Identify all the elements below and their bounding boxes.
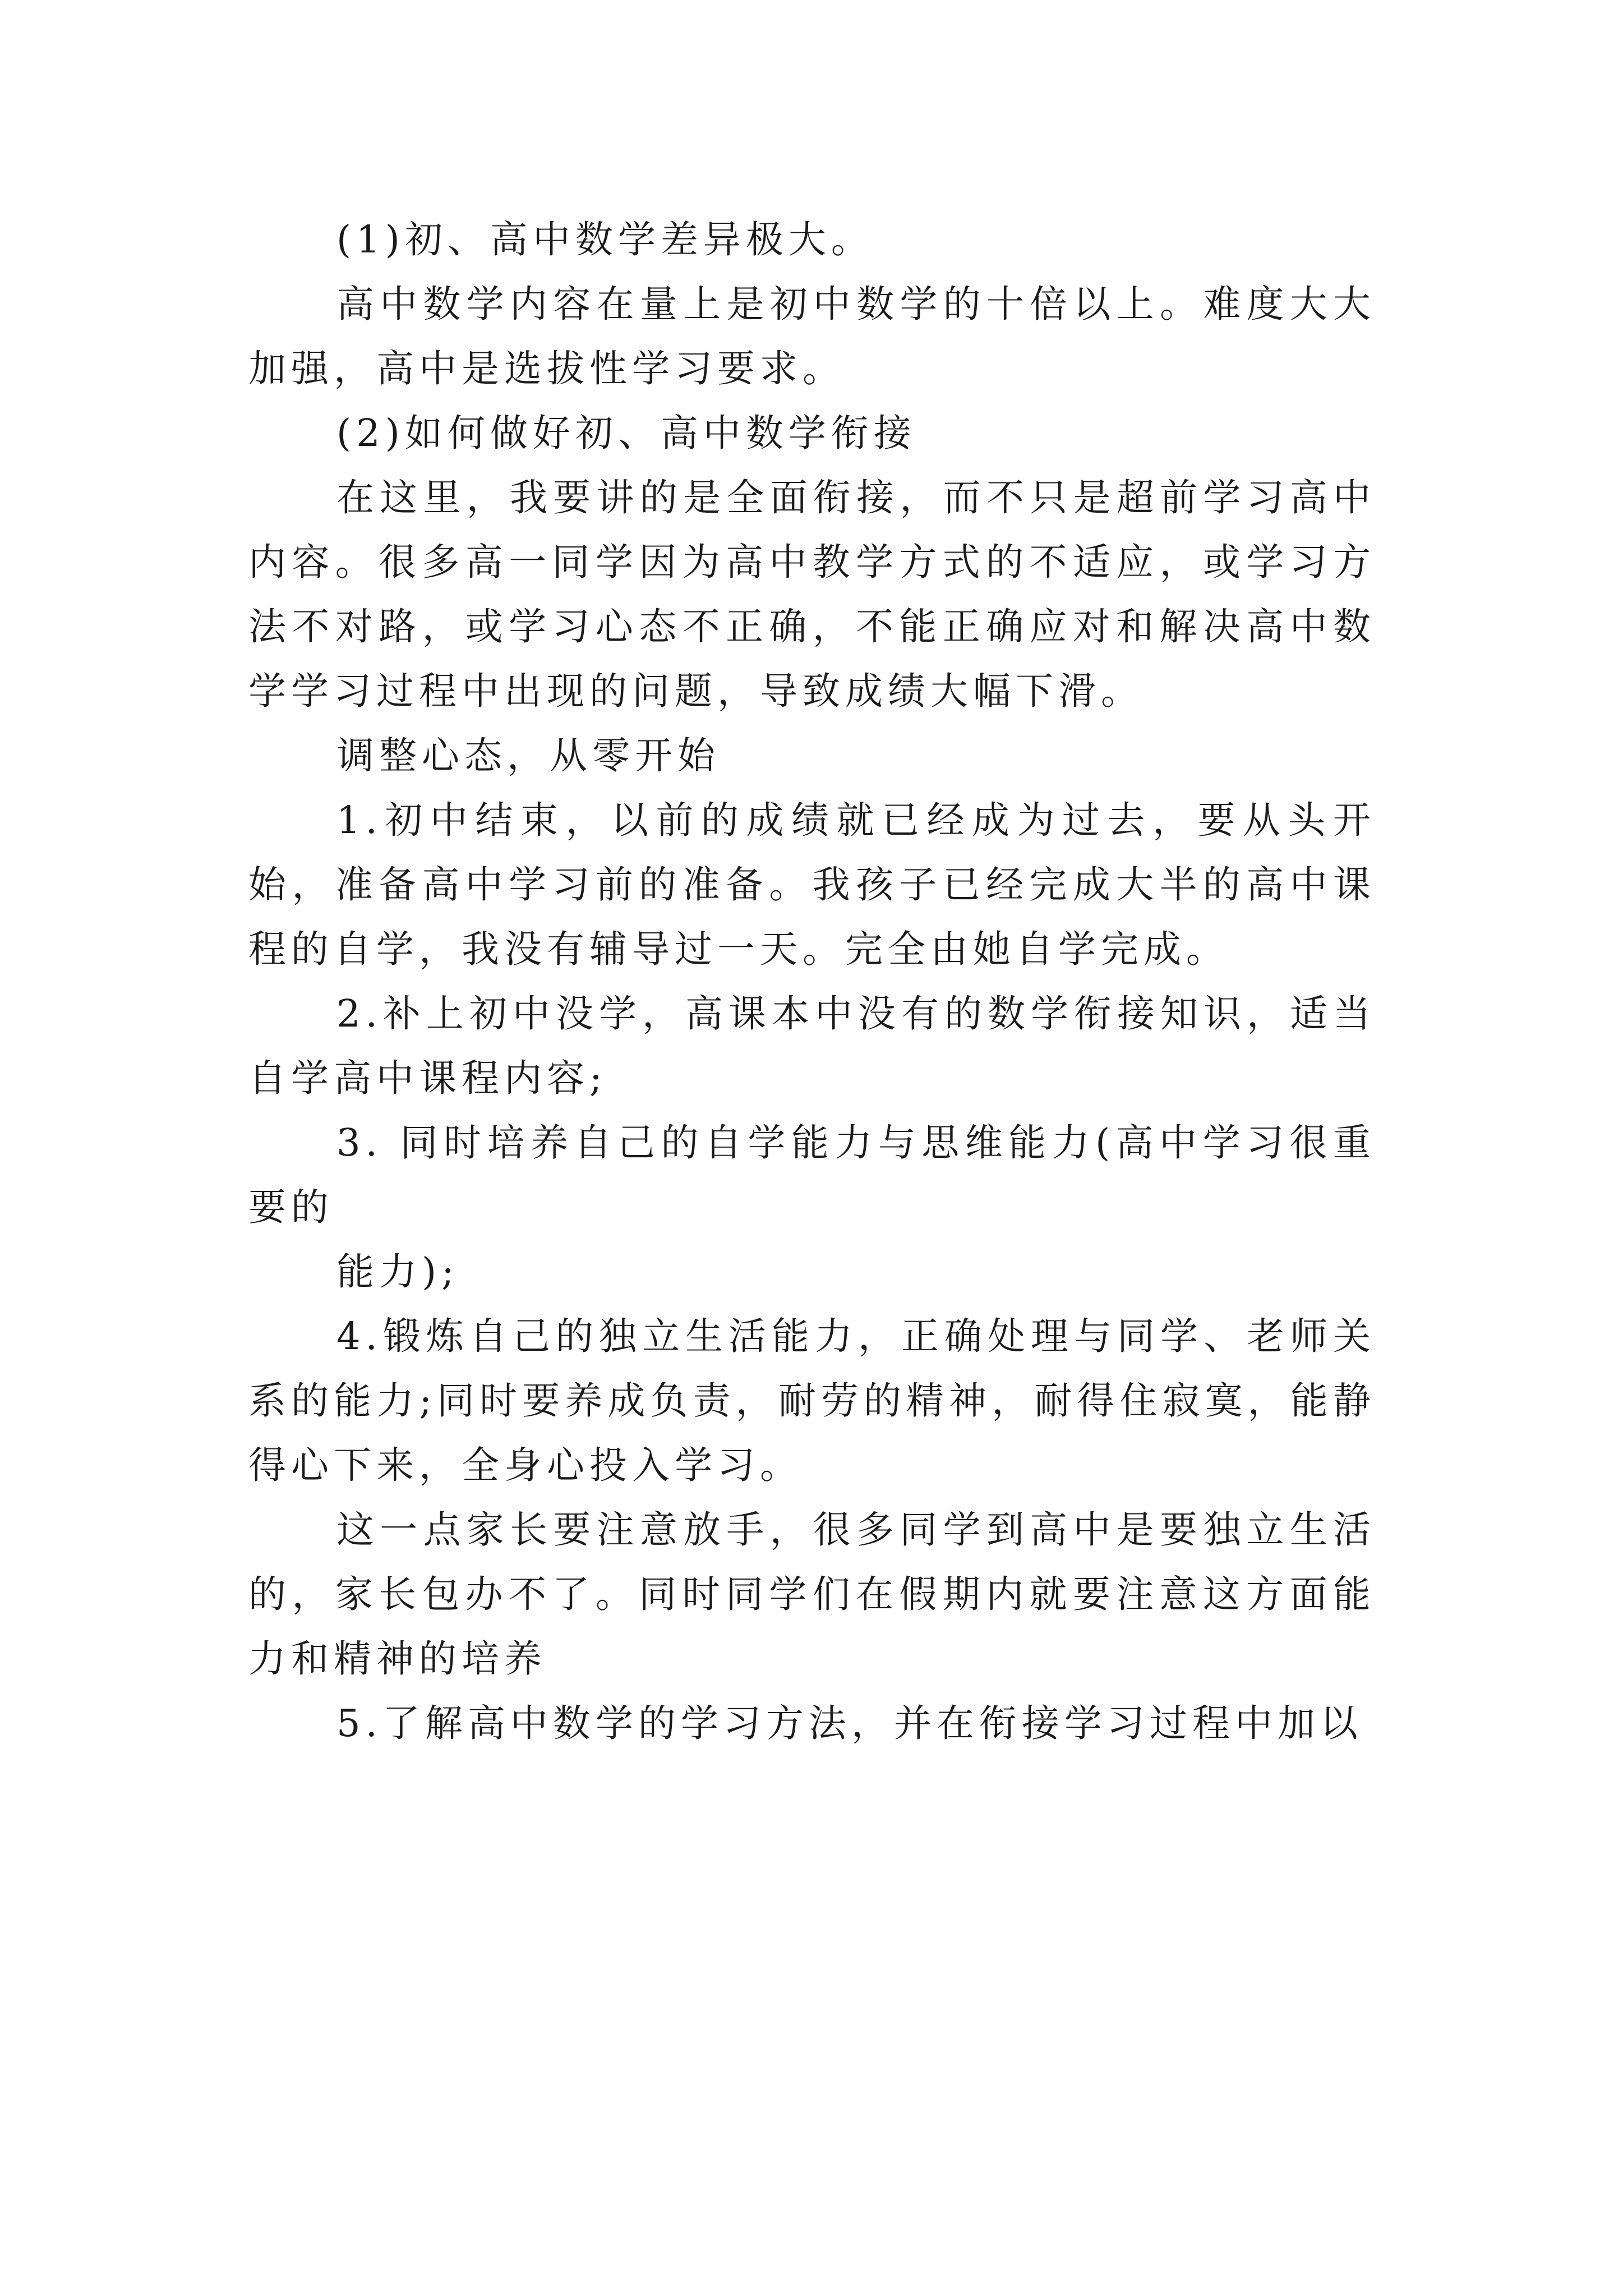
paragraph-difference-heading: (1)初、高中数学差异极大。 — [336, 218, 874, 261]
paragraph-adjust-mindset: 调整心态，从零开始 — [336, 734, 720, 777]
document-body — [248, 208, 1376, 1756]
paragraph-item-3: 3. 同时培养自己的自学能力与思维能力(高中学习很重要的 — [248, 1121, 1376, 1229]
paragraph-item-2: 2.补上初中没学，高课本中没有的数学衔接知识，适当自学高中课程内容; — [248, 992, 1376, 1100]
paragraph-full-transition: 在这里，我要讲的是全面衔接，而不只是超前学习高中内容。很多高一同学因为高中教学方式的不适应，或学习方法不对路，或学习心态不正确，不能正确应对和解决高中数学学习过程中出现的问题，导致成绩大幅下滑。 — [248, 476, 1376, 713]
paragraph-item-4: 4.锻炼自己的独立生活能力，正确处理与同学、老师关系的能力;同时要养成负责，耐劳的精神，耐得住寂寞，能静得心下来，全身心投入学习。 — [248, 1314, 1376, 1487]
paragraph-parent-note: 这一点家长要注意放手，很多同学到高中是要独立生活的，家长包办不了。同时同学们在假期内就要注意这方面能力和精神的培养 — [248, 1508, 1376, 1681]
paragraph-item-1: 1.初中结束，以前的成绩就已经成为过去，要从头开始，准备高中学习前的准备。我孩子已经完成大半的高中课程的自学，我没有辅导过一天。完全由她自学完成。 — [248, 798, 1376, 971]
paragraph-item-3-continued: 能力); — [336, 1250, 459, 1294]
paragraph-item-5: 5.了解高中数学的学习方法，并在衔接学习过程中加以 — [336, 1701, 1363, 1745]
paragraph-content-volume: 高中数学内容在量上是初中数学的十倍以上。难度大大加强，高中是选拔性学习要求。 — [248, 282, 1376, 390]
paragraph-transition-heading: (2)如何做好初、高中数学衔接 — [336, 411, 916, 455]
